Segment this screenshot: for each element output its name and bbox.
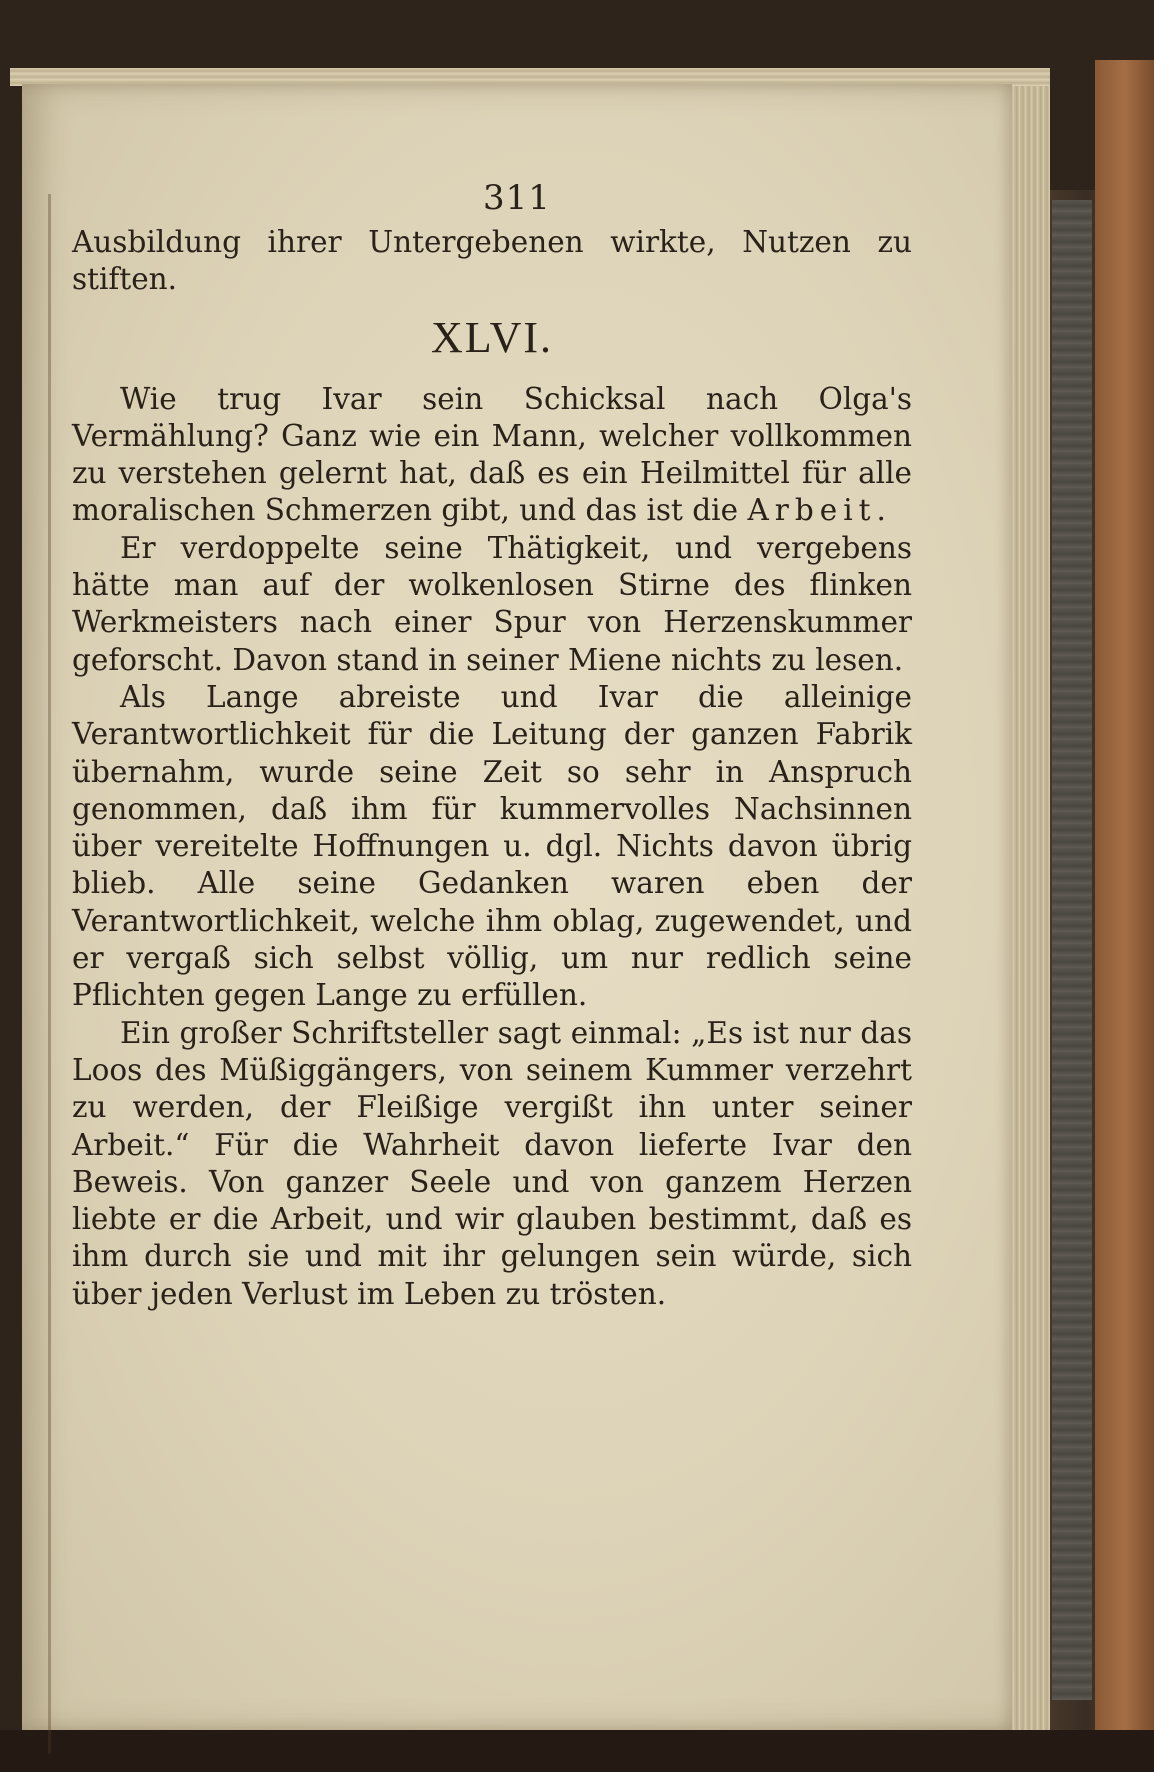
paragraph-text: Wie trug Ivar sein Schicksal nach Olga's Vermählung? Ganz wie ein Mann, welcher vollkommen zu verstehen gelernt hat, daß es ein Heilmittel für alle moralischen Schmerzen gibt, und das ist die (72, 381, 912, 528)
paragraph (72, 381, 912, 530)
cover-cloth-strip (1052, 200, 1092, 1700)
page-number: 311 (483, 178, 551, 218)
paragraph: Als Lange abreiste und Ivar die alleinige Verantwortlichkeit für die Leitung der ganzen Fabrik übernahm, wurde seine Zeit so sehr in Anspruch genommen, daß ihm für kummervolles Nachsinnen über vereitelte Hoffnungen u. dgl. Nichts davon übrig blieb. Alle seine Gedanken waren eben der Verantwortlichkeit, welche ihm oblag, zugewendet, und er vergaß sich selbst völlig, um nur redlich seine Pflichten gegen Lange zu erfüllen. (72, 679, 912, 1013)
page-text (72, 224, 912, 1313)
paragraph: Er verdoppelte seine Thätigkeit, und vergebens hätte man auf der wolkenlosen Stirne des flinken Werkmeisters nach einer Spur von Herzenskummer geforscht. Davon stand in seiner Miene nichts zu lesen. (72, 530, 912, 677)
page-gutter (48, 194, 51, 1754)
emphasized-word: Arbeit. (747, 493, 892, 528)
paragraph: Ein großer Schriftsteller sagt einmal: „Es ist nur das Loos des Müßiggängers, von seinem Kummer verzehrt zu werden, der Fleißige vergißt ihn unter seiner Arbeit.“ Für die Wahrheit davon lieferte Ivar den Beweis. Von ganzer Seele und von ganzem Herzen liebte er die Arbeit, und wir glauben bestimmt, daß es ihm durch sie und mit ihr gelungen sein würde, sich über jeden Verlust im Leben zu trösten. (72, 1015, 912, 1311)
book-page (22, 84, 1012, 1730)
paragraph-continued: Ausbildung ihrer Untergebenen wirkte, Nutzen zu stiften. (72, 225, 912, 297)
chapter-heading: XLVI. (430, 312, 554, 362)
cover-bottom-edge (0, 1730, 1154, 1772)
cover-leather-spine (1095, 60, 1154, 1772)
